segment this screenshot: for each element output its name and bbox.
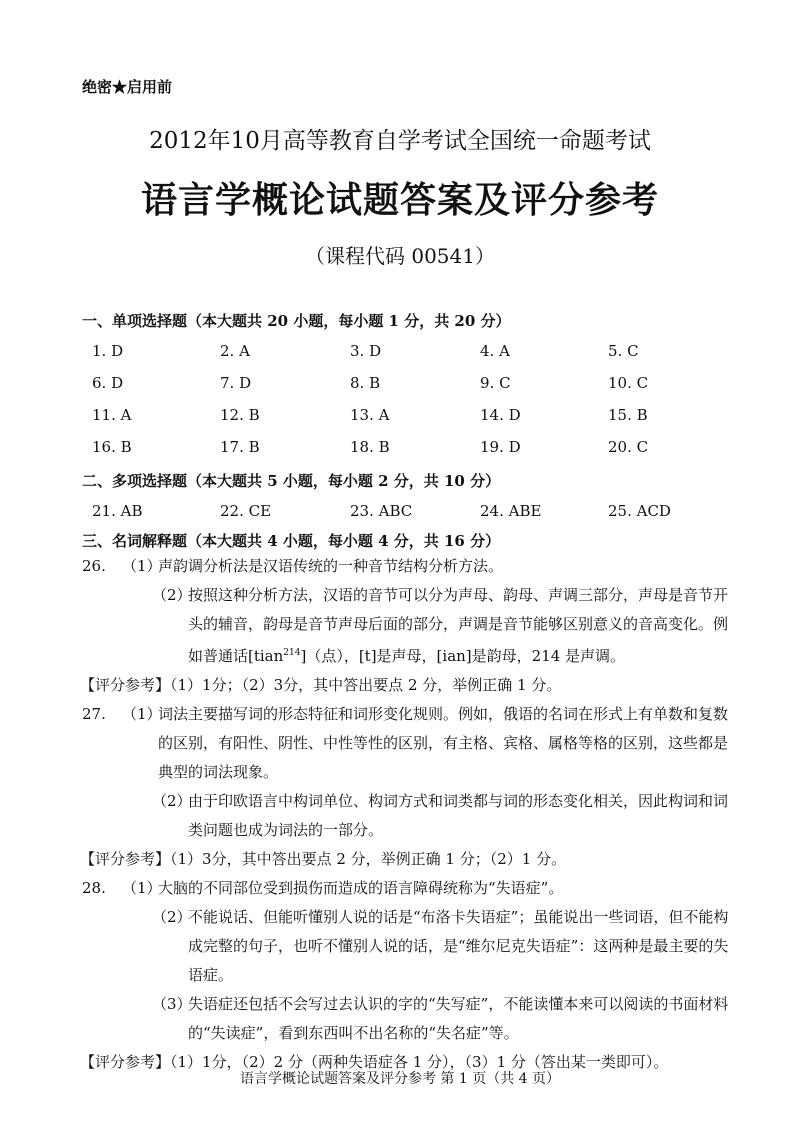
answer-cell: 21. AB: [92, 502, 143, 520]
question-28: [82, 874, 732, 1048]
answer-cell: 9. C: [480, 374, 511, 392]
answer-cell: 16. B: [92, 438, 132, 456]
exam-title: 2012年10月高等教育自学考试全国统一命题考试: [149, 128, 651, 154]
answer-cell: 7. D: [220, 374, 252, 392]
point-marker: （2）: [152, 586, 192, 604]
answer-cell: 15. B: [608, 406, 648, 424]
section-2-heading: 二、多项选择题（本大题共 5 小题，每小题 2 分，共 10 分）: [82, 472, 501, 490]
scoring-note-28: 【评分参考】（1）1分，（2）2 分（两种失语症各 1 分），（3）1 分（答出某一类即可）。: [80, 1053, 669, 1071]
question-26: [82, 552, 732, 671]
section-3-body: [82, 552, 732, 1077]
point-marker: （1）: [122, 557, 162, 575]
point-1: [122, 700, 732, 787]
scoring-note-27: 【评分参考】（1）3分，其中答出要点 2 分，举例正确 1 分；（2）1 分。: [80, 850, 567, 868]
point-text: 按照这种分析方法，汉语的音节可以分为声母、韵母、声调三部分，声母是音节开头的辅音，韵母是音节声母后面的部分，声调是音节能够区别意义的音高变化。例如普通话[tian$^{214}$]（点），[t]是声母，[ian]是韵母，214 是声调。: [188, 586, 729, 665]
section-1-heading: 一、单项选择题（本大题共 20 小题，每小题 1 分，共 20 分）: [82, 312, 511, 330]
answer-cell: 25. ACD: [608, 502, 671, 520]
answer-cell: 11. A: [92, 406, 132, 424]
answer-cell: 18. B: [350, 438, 390, 456]
scoring-note-26: 【评分参考】（1）1分；（2）3分，其中答出要点 2 分，举例正确 1 分。: [80, 676, 562, 694]
answer-cell: 1. D: [92, 342, 124, 360]
answer-cell: 6. D: [92, 374, 124, 392]
answer-cell: 22. CE: [220, 502, 272, 520]
course-code: （课程代码 00541）: [305, 244, 495, 268]
point-text: 词法主要描写词的形态特征和词形变化规则。例如，俄语的名词在形式上有单数和复数的区别，有阳性、阴性、中性等性的区别，有主格、宾格、属格等格的区别，这些都是典型的词法现象。: [158, 705, 729, 781]
answer-cell: 19. D: [480, 438, 521, 456]
answer-cell: 4. A: [480, 342, 510, 360]
point-2: [152, 903, 732, 990]
answer-cell: 10. C: [608, 374, 649, 392]
point-2: [152, 787, 732, 845]
question-27: [82, 700, 732, 845]
point-marker: （2）: [152, 908, 192, 926]
answer-cell: 3. D: [350, 342, 382, 360]
confidential-label: 绝密★启用前: [82, 78, 173, 96]
answer-cell: 8. B: [350, 374, 381, 392]
point-1: [122, 552, 732, 581]
answer-cell: 2. A: [220, 342, 250, 360]
point-text: 大脑的不同部位受到损伤而造成的语言障碍统称为“失语症”。: [158, 879, 564, 897]
point-1: [122, 874, 732, 903]
document-title: 语言学概论试题答案及评分参考: [140, 179, 659, 221]
answer-cell: 24. ABE: [480, 502, 542, 520]
point-text: 不能说话、但能听懂别人说的话是“布洛卡失语症”；虽能说出一些词语，但不能构成完整的句子，也听不懂别人说的话，是“维尔尼克失语症”：这两种是最主要的失语症。: [188, 908, 729, 984]
point-text: 由于印欧语言中构词单位、构词方式和词类都与词的形态变化相关，因此构词和词类问题也成为词法的一部分。: [188, 792, 729, 839]
answer-cell: 17. B: [220, 438, 260, 456]
question-number: 27.: [82, 705, 106, 723]
section-3-heading: 三、名词解释题（本大题共 4 小题，每小题 4 分，共 16 分）: [82, 532, 501, 550]
point-marker: （3）: [152, 995, 192, 1013]
point-text: 失语症还包括不会写过去认识的字的“失写症”，不能读懂本来可以阅读的书面材料的“失读症”，看到东西叫不出名称的“失名症”等。: [188, 995, 729, 1042]
point-marker: （1）: [122, 705, 162, 723]
point-marker: （1）: [122, 879, 162, 897]
question-number: 26.: [82, 557, 106, 575]
point-3: [152, 990, 732, 1048]
point-marker: （2）: [152, 792, 192, 810]
tone-superscript: 214: [283, 648, 301, 658]
answer-cell: 13. A: [350, 406, 390, 424]
page-footer: 语言学概论试题答案及评分参考 第 1 页（共 4 页）: [239, 1071, 561, 1087]
answer-cell: 23. ABC: [350, 502, 413, 520]
point-2: [152, 581, 732, 671]
answer-cell: 14. D: [480, 406, 521, 424]
point-text: 声韵调分析法是汉语传统的一种音节结构分析方法。: [158, 557, 504, 575]
question-number: 28.: [82, 879, 106, 897]
answer-cell: 12. B: [220, 406, 260, 424]
answer-cell: 5. C: [608, 342, 639, 360]
answer-cell: 20. C: [608, 438, 649, 456]
